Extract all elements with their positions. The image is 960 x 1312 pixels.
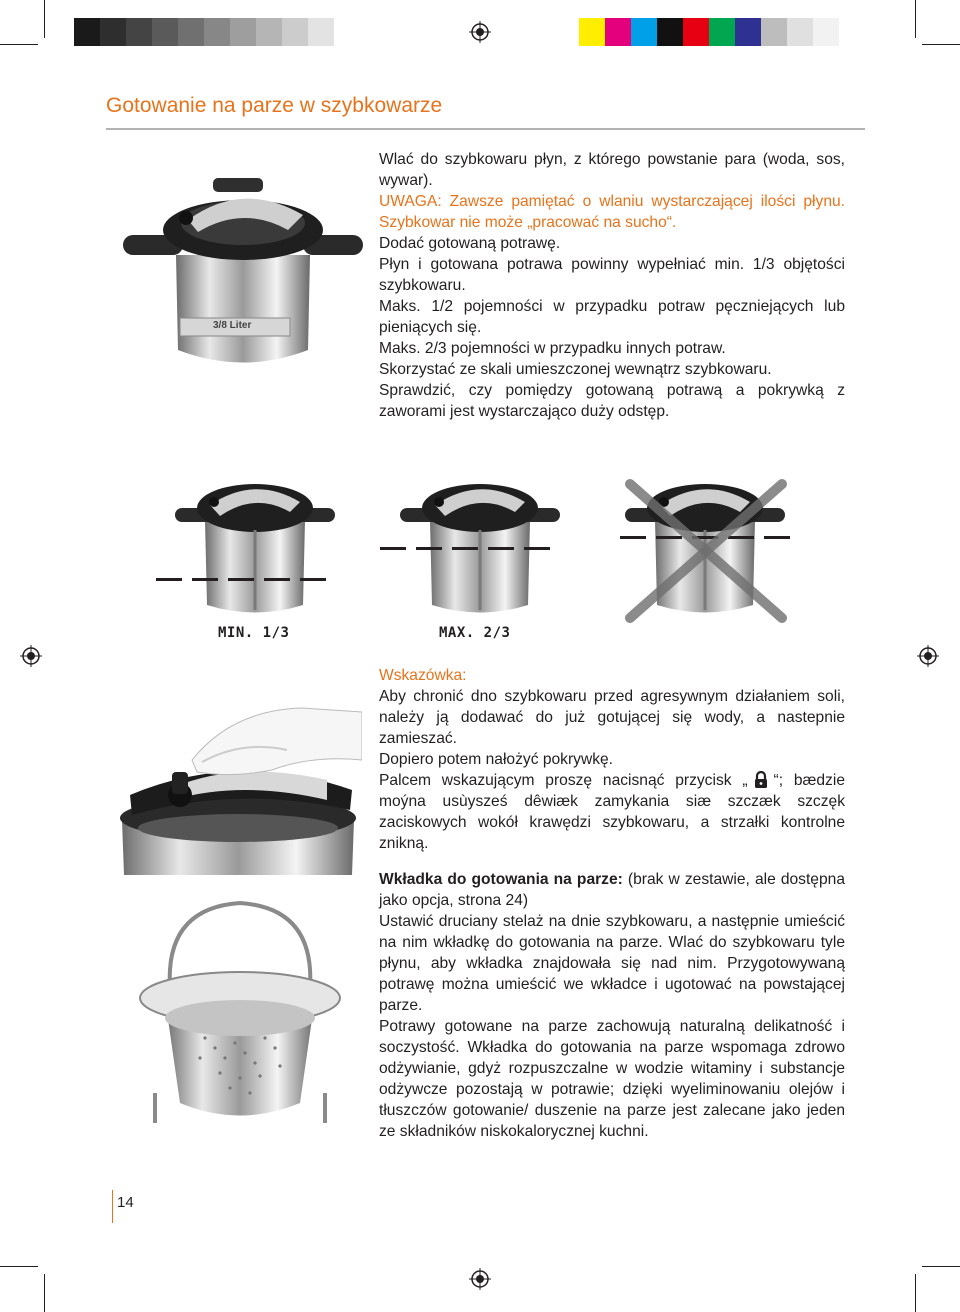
steamer-basket-image	[125, 888, 355, 1143]
steamer-heading-rest: (brak w zestawie, ale dostępna jako opcja, strona 24)	[379, 871, 846, 909]
min-fill-line	[156, 578, 336, 581]
color-swatch-bar	[579, 18, 839, 46]
lock-icon	[754, 771, 768, 788]
registration-mark-icon	[469, 21, 491, 43]
color-swatch	[605, 18, 631, 46]
max-fill-line	[380, 547, 560, 550]
crop-mark-br-v	[915, 1274, 916, 1312]
color-swatch	[100, 18, 126, 46]
crop-mark-bl-v	[44, 1274, 45, 1312]
pot-max-level-image	[395, 470, 565, 620]
color-swatch	[631, 18, 657, 46]
pot-capacity-label: 3/8 Liter	[213, 320, 252, 331]
pot-min-level-image	[170, 470, 340, 620]
min-caption: MIN. 1/3	[218, 625, 290, 641]
warning-text: UWAGA: Zawsze pamiętać o wlaniu wystarczającej ilości płynu. Szybkowar nie może „pracować na sucho“.	[379, 193, 845, 231]
pressure-cooker-image	[118, 160, 368, 375]
steamer-paragraph: Potrawy gotowane na parze zachowują naturalną delikatność i soczystość. Wkładka do gotowania na parze wspomaga zdrowo odżywianie, gdyż rozpuszczalne w wodzie witaminy i substancje odżywcze pozostają w potrawie; dzięki wyeliminowaniu olejów i tłuszczów gotowanie/ duszenie na parze jest zalecane jako jeden ze składników niskokalorycznej kuchni.	[379, 1018, 845, 1140]
tip-text-before-icon: Palcem wskazującym proszę nacisnąć przycisk „	[379, 772, 748, 789]
color-swatch	[813, 18, 839, 46]
color-swatch	[787, 18, 813, 46]
instruction-line: Maks. 1/2 pojemności w przypadku potraw pęczniejących lub pieniących się.	[379, 298, 845, 336]
tip-heading: Wskazówka:	[379, 667, 467, 684]
instruction-line: Wlać do szybkowaru płyn, z którego powstanie para (woda, sos, wywar).	[379, 151, 845, 189]
crop-mark-tl-h	[0, 44, 38, 45]
registration-mark-icon	[20, 645, 42, 667]
page-number: 14	[117, 1194, 134, 1211]
title-divider	[106, 128, 865, 130]
instructions-column	[379, 149, 845, 422]
color-swatch	[256, 18, 282, 46]
instruction-line: Skorzystać ze skali umieszczonej wewnątrz szybkowaru.	[379, 361, 772, 378]
crop-mark-tr-v	[915, 0, 916, 38]
tip-paragraph: Aby chronić dno szybkowaru przed agresywnym działaniem soli, należy ją dodawać do już gotującej się wody, a nastepnie zamieszać.	[379, 688, 845, 747]
color-swatch	[230, 18, 256, 46]
instruction-line: Płyn i gotowana potrawa powinny wypełniać min. 1/3 objętości szybkowaru.	[379, 256, 845, 294]
registration-mark-icon	[469, 1268, 491, 1290]
tip-column	[379, 665, 845, 854]
crop-mark-br-h	[922, 1266, 960, 1267]
crop-mark-tr-h	[922, 44, 960, 45]
color-swatch	[657, 18, 683, 46]
color-swatch	[308, 18, 334, 46]
hand-pressing-lid-image	[112, 700, 362, 875]
color-swatch	[579, 18, 605, 46]
cross-out-icon	[622, 478, 790, 623]
page-title: Gotowanie na parze w szybkowarze	[106, 94, 443, 117]
color-swatch	[709, 18, 735, 46]
instruction-line: Maks. 2/3 pojemności w przypadku innych potraw.	[379, 340, 726, 357]
tip-text-after-icon: “; bædzie moýna usùysześ dêwiæk zamykania siæ szczæk szczęk zaciskowych wokół krawędzi szybkowaru, a strzałki kontrolne znikną.	[379, 772, 845, 852]
steamer-column	[379, 869, 845, 1142]
instruction-line: Sprawdzić, czy pomiędzy gotowaną potrawą a pokrywką z zaworami jest wystarczająco duży odstęp.	[379, 382, 845, 420]
instruction-line: Dodać gotowaną potrawę.	[379, 235, 561, 252]
tip-paragraph	[379, 770, 845, 854]
color-swatch	[683, 18, 709, 46]
gray-swatch-bar	[74, 18, 334, 46]
crop-mark-tl-v	[44, 0, 45, 38]
page-number-rule	[112, 1190, 113, 1223]
color-swatch	[178, 18, 204, 46]
color-swatch	[152, 18, 178, 46]
steamer-intro	[379, 869, 845, 911]
color-swatch	[74, 18, 100, 46]
steamer-paragraph: Ustawić druciany stelaż na dnie szybkowaru, a następnie umieścić na nim wkładkę do gotowania na parze. Wlać do szybkowaru tyle płynu, aby wkładka znajdowała się nad nim. Przygotowywaną potrawę można umieścić we wkładce i ugotować na powstającej parze.	[379, 913, 845, 1014]
color-swatch	[126, 18, 152, 46]
color-swatch	[735, 18, 761, 46]
steamer-heading: Wkładka do gotowania na parze:	[379, 871, 623, 888]
registration-mark-icon	[917, 645, 939, 667]
tip-paragraph: Dopiero potem nałożyć pokrywkę.	[379, 751, 614, 768]
color-swatch	[761, 18, 787, 46]
crop-mark-bl-h	[0, 1266, 38, 1267]
color-swatch	[282, 18, 308, 46]
color-swatch	[204, 18, 230, 46]
max-caption: MAX. 2/3	[439, 625, 511, 641]
